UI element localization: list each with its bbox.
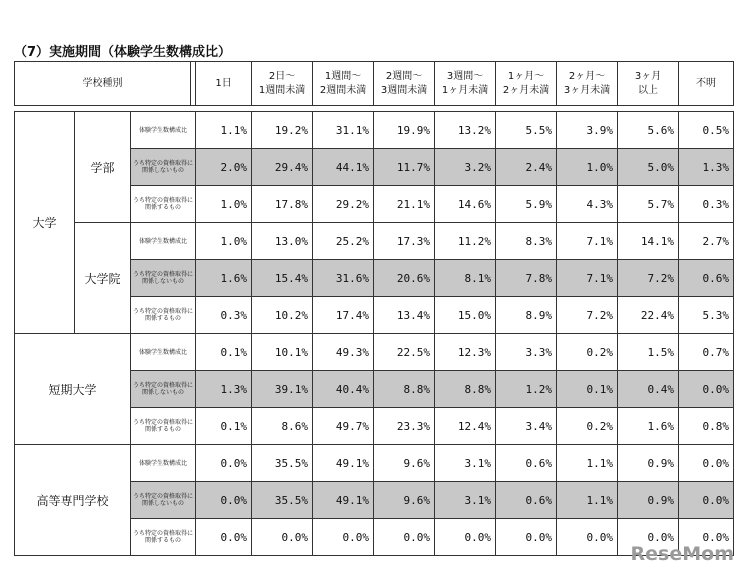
value-cell: 0.6% [496, 445, 557, 482]
value-cell: 0.2% [557, 334, 618, 371]
group-label: 高等専門学校 [15, 445, 131, 556]
value-cell: 12.4% [435, 408, 496, 445]
value-cell: 0.0% [374, 519, 435, 556]
value-cell: 44.1% [313, 149, 374, 186]
value-cell: 0.0% [196, 482, 252, 519]
row-type-label: 体験学生数構成比 [131, 334, 196, 371]
value-cell: 22.5% [374, 334, 435, 371]
value-cell: 31.6% [313, 260, 374, 297]
value-cell: 19.2% [252, 112, 313, 149]
value-cell: 8.8% [374, 371, 435, 408]
value-cell: 15.0% [435, 297, 496, 334]
row-type-label: うち特定の資格取得に関係しないもの [131, 482, 196, 519]
value-cell: 0.9% [618, 482, 679, 519]
value-cell: 2.4% [496, 149, 557, 186]
value-cell: 17.8% [252, 186, 313, 223]
value-cell: 0.2% [557, 408, 618, 445]
header-col: 2ヶ月～ 3ヶ月未満 [557, 62, 618, 106]
value-cell: 20.6% [374, 260, 435, 297]
value-cell: 1.5% [618, 334, 679, 371]
value-cell: 13.4% [374, 297, 435, 334]
value-cell: 3.2% [435, 149, 496, 186]
value-cell: 5.0% [618, 149, 679, 186]
value-cell: 3.4% [496, 408, 557, 445]
value-cell: 0.0% [618, 519, 679, 556]
value-cell: 1.6% [618, 408, 679, 445]
header-school-type: 学校種別 [15, 62, 191, 106]
value-cell: 0.6% [679, 260, 734, 297]
value-cell: 7.1% [557, 223, 618, 260]
value-cell: 0.6% [496, 482, 557, 519]
value-cell: 11.7% [374, 149, 435, 186]
row-type-label: うち特定の資格取得に関係するもの [131, 519, 196, 556]
value-cell: 0.9% [618, 445, 679, 482]
group-label: 短期大学 [15, 334, 131, 445]
header-col: 2日～ 1週間未満 [252, 62, 313, 106]
value-cell: 0.1% [557, 371, 618, 408]
row-type-label: うち特定の資格取得に関係しないもの [131, 149, 196, 186]
value-cell: 0.4% [618, 371, 679, 408]
value-cell: 49.1% [313, 482, 374, 519]
value-cell: 15.4% [252, 260, 313, 297]
value-cell: 0.0% [252, 519, 313, 556]
table-row [15, 445, 734, 482]
value-cell: 0.0% [435, 519, 496, 556]
value-cell: 8.8% [435, 371, 496, 408]
header-col: 1週間～ 2週間未満 [313, 62, 374, 106]
value-cell: 19.9% [374, 112, 435, 149]
row-type-label: 体験学生数構成比 [131, 223, 196, 260]
table-title: （7）実施期間（体験学生数構成比） [14, 45, 232, 60]
subgroup-label: 学部 [75, 112, 131, 223]
row-type-label: うち特定の資格取得に関係するもの [131, 408, 196, 445]
value-cell: 8.1% [435, 260, 496, 297]
value-cell: 0.3% [196, 297, 252, 334]
value-cell: 5.7% [618, 186, 679, 223]
value-cell: 29.2% [313, 186, 374, 223]
value-cell: 3.3% [496, 334, 557, 371]
value-cell: 0.0% [313, 519, 374, 556]
value-cell: 3.9% [557, 112, 618, 149]
table-row [15, 334, 734, 371]
header-row [15, 62, 734, 106]
value-cell: 21.1% [374, 186, 435, 223]
value-cell: 3.1% [435, 482, 496, 519]
value-cell: 1.0% [196, 223, 252, 260]
value-cell: 8.3% [496, 223, 557, 260]
value-cell: 8.6% [252, 408, 313, 445]
value-cell: 8.9% [496, 297, 557, 334]
value-cell: 12.3% [435, 334, 496, 371]
header-col: 1日 [196, 62, 252, 106]
value-cell: 5.5% [496, 112, 557, 149]
value-cell: 0.3% [679, 186, 734, 223]
row-type-label: うち特定の資格取得に関係しないもの [131, 260, 196, 297]
header-col: 1ヶ月～ 2ヶ月未満 [496, 62, 557, 106]
value-cell: 0.7% [679, 334, 734, 371]
resemom-logo: ReseMom [630, 543, 734, 565]
value-cell: 0.1% [196, 408, 252, 445]
value-cell: 0.0% [196, 445, 252, 482]
header-col: 3ヶ月 以上 [618, 62, 679, 106]
header-col: 不明 [679, 62, 734, 106]
value-cell: 39.1% [252, 371, 313, 408]
value-cell: 1.1% [196, 112, 252, 149]
value-cell: 49.3% [313, 334, 374, 371]
row-type-label: うち特定の資格取得に関係するもの [131, 186, 196, 223]
value-cell: 1.0% [557, 149, 618, 186]
value-cell: 0.5% [679, 112, 734, 149]
header-col: 3週間～ 1ヶ月未満 [435, 62, 496, 106]
value-cell: 9.6% [374, 445, 435, 482]
value-cell: 7.1% [557, 260, 618, 297]
value-cell: 25.2% [313, 223, 374, 260]
value-cell: 5.3% [679, 297, 734, 334]
value-cell: 17.4% [313, 297, 374, 334]
table-row [15, 112, 734, 149]
value-cell: 2.0% [196, 149, 252, 186]
value-cell: 17.3% [374, 223, 435, 260]
value-cell: 35.5% [252, 482, 313, 519]
value-cell: 5.6% [618, 112, 679, 149]
data-table [14, 61, 734, 556]
value-cell: 7.8% [496, 260, 557, 297]
value-cell: 49.7% [313, 408, 374, 445]
value-cell: 0.0% [679, 482, 734, 519]
group-label: 大学 [15, 112, 75, 334]
value-cell: 35.5% [252, 445, 313, 482]
value-cell: 14.6% [435, 186, 496, 223]
value-cell: 40.4% [313, 371, 374, 408]
value-cell: 0.0% [679, 519, 734, 556]
value-cell: 0.8% [679, 408, 734, 445]
value-cell: 13.2% [435, 112, 496, 149]
value-cell: 13.0% [252, 223, 313, 260]
value-cell: 0.0% [679, 445, 734, 482]
value-cell: 49.1% [313, 445, 374, 482]
value-cell: 11.2% [435, 223, 496, 260]
value-cell: 7.2% [618, 260, 679, 297]
value-cell: 3.1% [435, 445, 496, 482]
value-cell: 0.0% [557, 519, 618, 556]
value-cell: 31.1% [313, 112, 374, 149]
value-cell: 1.6% [196, 260, 252, 297]
value-cell: 5.9% [496, 186, 557, 223]
header-col: 2週間～ 3週間未満 [374, 62, 435, 106]
value-cell: 14.1% [618, 223, 679, 260]
value-cell: 10.1% [252, 334, 313, 371]
value-cell: 1.3% [679, 149, 734, 186]
value-cell: 4.3% [557, 186, 618, 223]
value-cell: 23.3% [374, 408, 435, 445]
value-cell: 1.2% [496, 371, 557, 408]
value-cell: 7.2% [557, 297, 618, 334]
row-type-label: 体験学生数構成比 [131, 112, 196, 149]
value-cell: 10.2% [252, 297, 313, 334]
value-cell: 0.1% [196, 334, 252, 371]
value-cell: 29.4% [252, 149, 313, 186]
value-cell: 0.0% [496, 519, 557, 556]
table-row [15, 223, 734, 260]
value-cell: 0.0% [196, 519, 252, 556]
row-type-label: 体験学生数構成比 [131, 445, 196, 482]
row-type-label: うち特定の資格取得に関係しないもの [131, 371, 196, 408]
value-cell: 22.4% [618, 297, 679, 334]
value-cell: 9.6% [374, 482, 435, 519]
value-cell: 1.3% [196, 371, 252, 408]
value-cell: 2.7% [679, 223, 734, 260]
subgroup-label: 大学院 [75, 223, 131, 334]
value-cell: 0.0% [679, 371, 734, 408]
row-type-label: うち特定の資格取得に関係するもの [131, 297, 196, 334]
value-cell: 1.1% [557, 482, 618, 519]
value-cell: 1.1% [557, 445, 618, 482]
value-cell: 1.0% [196, 186, 252, 223]
